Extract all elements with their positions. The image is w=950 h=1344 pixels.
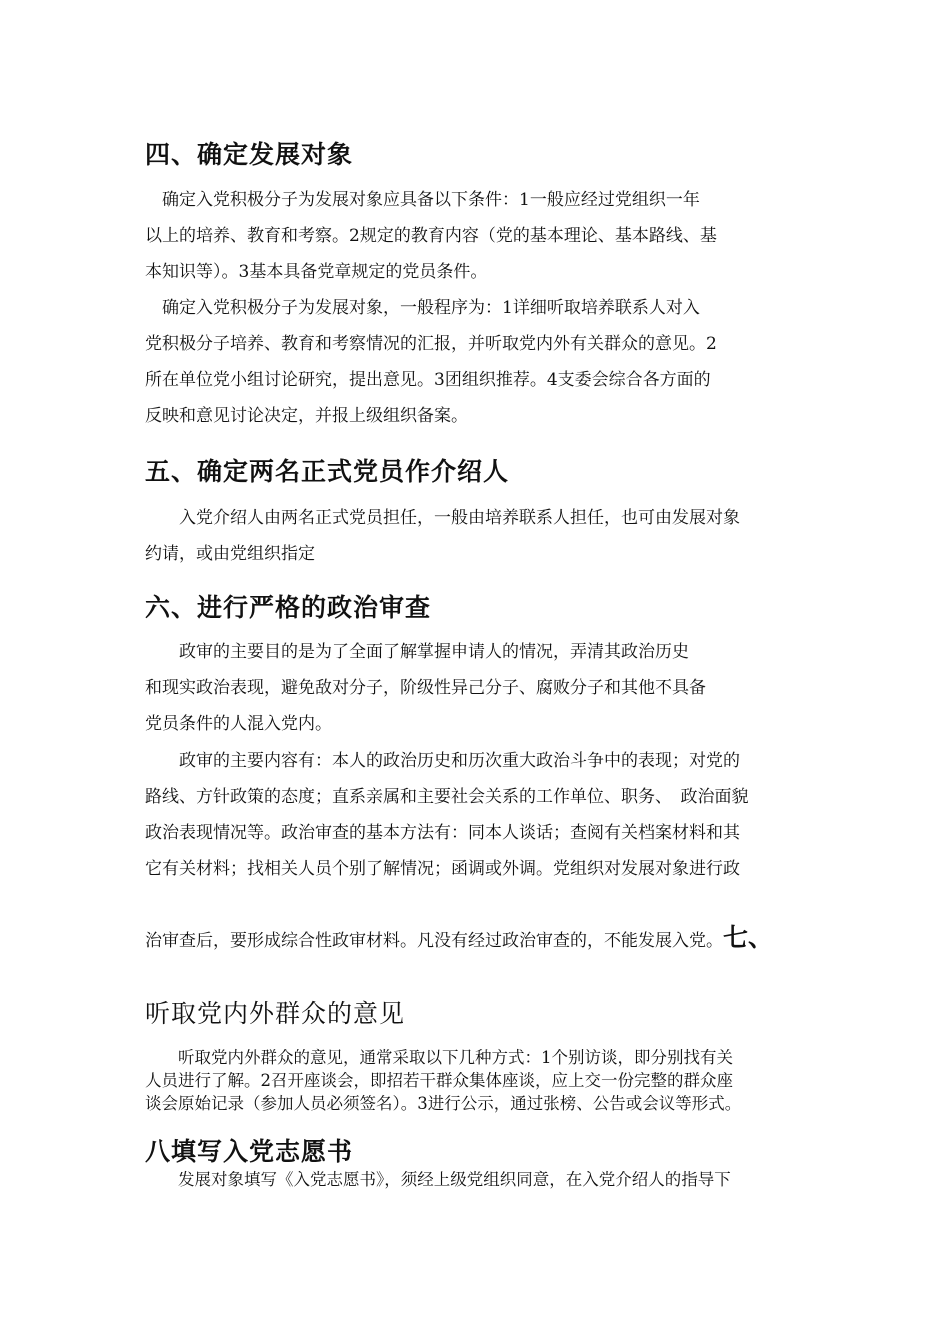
text-line: 确定入党积极分子为发展对象，一般程序为：1详细听取培养联系人对入: [145, 298, 700, 318]
section-heading-4: 四、确定发展对象: [145, 140, 354, 169]
section-6-paragraph-1: [145, 634, 810, 742]
text-line: 和现实政治表现，避免敌对分子，阶级性异己分子、腐败分子和其他不具备: [145, 678, 706, 698]
section-6-paragraph-3: [145, 920, 810, 959]
text-line: 所在单位党小组讨论研究，提出意见。3团组织推荐。4支委会综合各方面的: [145, 370, 711, 390]
text-line: 入党介绍人由两名正式党员担任，一般由培养联系人担任，也可由发展对象: [145, 508, 740, 528]
section-6-paragraph-2: [145, 743, 810, 887]
text-line: 它有关材料；找相关人员个别了解情况；函调或外调。党组织对发展对象进行政: [145, 859, 740, 879]
section-4-paragraph-1: [145, 182, 810, 290]
section-7-paragraph-1: [145, 1046, 810, 1115]
section-heading-5: 五、确定两名正式党员作介绍人: [145, 457, 510, 486]
section-heading-7-prefix: 七、: [723, 923, 774, 952]
text-line: 政审的主要内容有：本人的政治历史和历次重大政治斗争中的表现；对党的: [145, 751, 740, 771]
text-line: 党积极分子培养、教育和考察情况的汇报，并听取党内外有关群众的意见。2: [145, 334, 717, 354]
text-line: 人员进行了解。2召开座谈会，即招若干群众集体座谈，应上交一份完整的群众座: [145, 1071, 733, 1090]
text-line: 本知识等）。3基本具备党章规定的党员条件。: [145, 262, 488, 282]
section-8-paragraph-1: [145, 1168, 810, 1191]
text-line: 政治表现情况等。政治审查的基本方法有：同本人谈话；查阅有关档案材料和其: [145, 823, 740, 843]
text-line: 谈会原始记录（参加人员必须签名）。3进行公示，通过张榜、公告或会议等形式。: [145, 1094, 742, 1113]
text-line: 发展对象填写《入党志愿书》，须经上级党组织同意，在入党介绍人的指导下: [145, 1170, 731, 1189]
section-5-paragraph-1: [145, 500, 810, 572]
text-line: 政审的主要目的是为了全面了解掌握申请人的情况，弄清其政治历史: [145, 642, 689, 662]
section-heading-8: 八填写入党志愿书: [145, 1137, 354, 1166]
section-4-paragraph-2: [145, 290, 810, 434]
text-line: 路线、方针政策的态度；直系亲属和主要社会关系的工作单位、职务、 政治面貌: [145, 787, 749, 807]
text-line: [145, 920, 810, 959]
text-line: 反映和意见讨论决定，并报上级组织备案。: [145, 406, 468, 426]
text-line: 以上的培养、教育和考察。2规定的教育内容（党的基本理论、基本路线、基: [145, 226, 717, 246]
text-line: 听取党内外群众的意见，通常采取以下几种方式：1个别访谈，即分别找有关: [145, 1048, 733, 1067]
text-line: 约请，或由党组织指定: [145, 544, 315, 564]
section-heading-7: 听取党内外群众的意见: [145, 999, 406, 1028]
text-line: 党员条件的人混入党内。: [145, 714, 332, 734]
section-heading-6: 六、进行严格的政治审查: [145, 593, 432, 622]
text-segment: 治审查后，要形成综合性政审材料。凡没有经过政治审查的，不能发展入党。: [145, 931, 723, 951]
text-line: 确定入党积极分子为发展对象应具备以下条件：1一般应经过党组织一年: [145, 190, 700, 210]
